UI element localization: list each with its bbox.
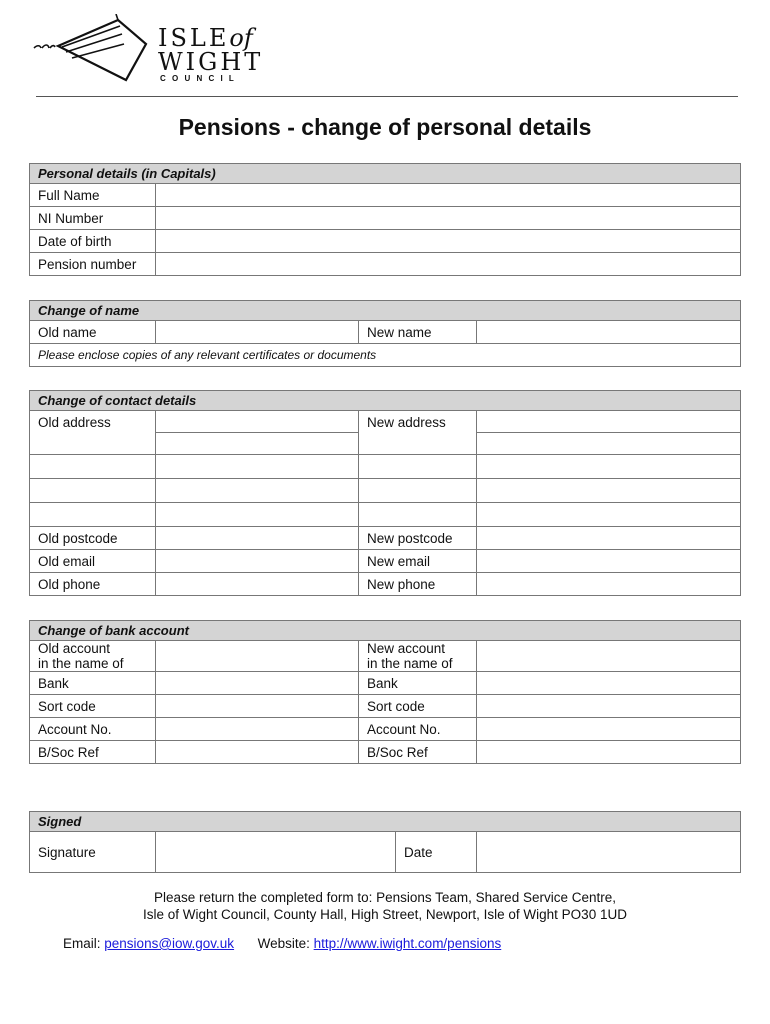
field-label: Full Name [30,184,156,207]
new-account-name-field[interactable] [477,641,741,672]
logo-isle: ISLEof [158,24,253,52]
council-logo [28,14,278,90]
field-label: Old account in the name of [30,641,156,672]
logo-wight: WIGHT [158,48,264,76]
ni-number-field[interactable] [156,207,741,230]
field-label: Old postcode [30,527,156,550]
full-name-field[interactable] [156,184,741,207]
date-of-birth-field[interactable] [156,230,741,253]
field-label: Bank [30,672,156,695]
new-sort-code-field[interactable] [477,695,741,718]
enclose-note: Please enclose copies of any relevant certificates or documents [30,344,741,367]
signed-section [29,811,741,873]
old-bsoc-ref-field[interactable] [156,741,359,764]
new-address-line-2[interactable] [477,433,741,455]
field-label: Sort code [30,695,156,718]
change-of-name-section [29,300,741,367]
old-account-name-field[interactable] [156,641,359,672]
field-label: Old phone [30,573,156,596]
field-label: Date of birth [30,230,156,253]
new-bank-field[interactable] [477,672,741,695]
new-account-number-field[interactable] [477,718,741,741]
address-spacer [30,455,156,479]
field-label: Bank [359,672,477,695]
pension-number-field[interactable] [156,253,741,276]
field-label: B/Soc Ref [359,741,477,764]
field-label: Account No. [359,718,477,741]
field-label: New phone [359,573,477,596]
field-label: New address [359,411,477,455]
old-postcode-field[interactable] [156,527,359,550]
header-rule [36,96,738,97]
return-line-2: Isle of Wight Council, County Hall, High Street, Newport, Isle of Wight PO30 1UD [143,907,627,922]
section-heading: Signed [30,812,741,832]
field-label: Old email [30,550,156,573]
email-label: Email: [63,936,101,951]
website-link[interactable]: http://www.iwight.com/pensions [313,936,502,951]
field-label: Account No. [30,718,156,741]
section-heading: Change of contact details [30,391,741,411]
new-name-field[interactable] [477,321,741,344]
old-account-number-field[interactable] [156,718,359,741]
email-link[interactable]: pensions@iow.gov.uk [104,936,235,951]
field-label: New postcode [359,527,477,550]
website-label: Website: [257,936,310,951]
new-email-field[interactable] [477,550,741,573]
new-phone-field[interactable] [477,573,741,596]
personal-details-section [29,163,741,276]
signature-field[interactable] [156,832,396,873]
address-spacer [30,503,156,527]
address-spacer [359,503,477,527]
date-field[interactable] [477,832,741,873]
council-logo-graphic [28,14,158,90]
new-bsoc-ref-field[interactable] [477,741,741,764]
address-spacer [359,455,477,479]
new-address-line-4[interactable] [477,479,741,503]
field-label: Old name [30,321,156,344]
page-title: Pensions - change of personal details [178,114,592,140]
old-email-field[interactable] [156,550,359,573]
field-label: New account in the name of [359,641,477,672]
change-of-contact-section [29,390,741,596]
contact-line [63,936,501,951]
change-of-bank-section [29,620,741,764]
old-address-line-4[interactable] [156,479,359,503]
section-heading: Personal details (in Capitals) [30,164,741,184]
old-address-line-3[interactable] [156,455,359,479]
old-phone-field[interactable] [156,573,359,596]
new-address-line-1[interactable] [477,411,741,433]
field-label: NI Number [30,207,156,230]
return-address [0,889,770,923]
section-heading: Change of name [30,301,741,321]
field-label: Signature [30,832,156,873]
old-sort-code-field[interactable] [156,695,359,718]
old-address-line-5[interactable] [156,503,359,527]
field-label: Date [396,832,477,873]
field-label: New email [359,550,477,573]
address-spacer [30,479,156,503]
field-label: Old address [30,411,156,455]
field-label: New name [359,321,477,344]
old-address-line-2[interactable] [156,433,359,455]
old-address-line-1[interactable] [156,411,359,433]
new-address-line-3[interactable] [477,455,741,479]
section-heading: Change of bank account [30,621,741,641]
field-label: Pension number [30,253,156,276]
new-postcode-field[interactable] [477,527,741,550]
logo-council: C O U N C I L [160,74,236,83]
address-spacer [359,479,477,503]
return-line-1: Please return the completed form to: Pensions Team, Shared Service Centre, [154,890,616,905]
field-label: Sort code [359,695,477,718]
old-name-field[interactable] [156,321,359,344]
old-bank-field[interactable] [156,672,359,695]
field-label: B/Soc Ref [30,741,156,764]
new-address-line-5[interactable] [477,503,741,527]
